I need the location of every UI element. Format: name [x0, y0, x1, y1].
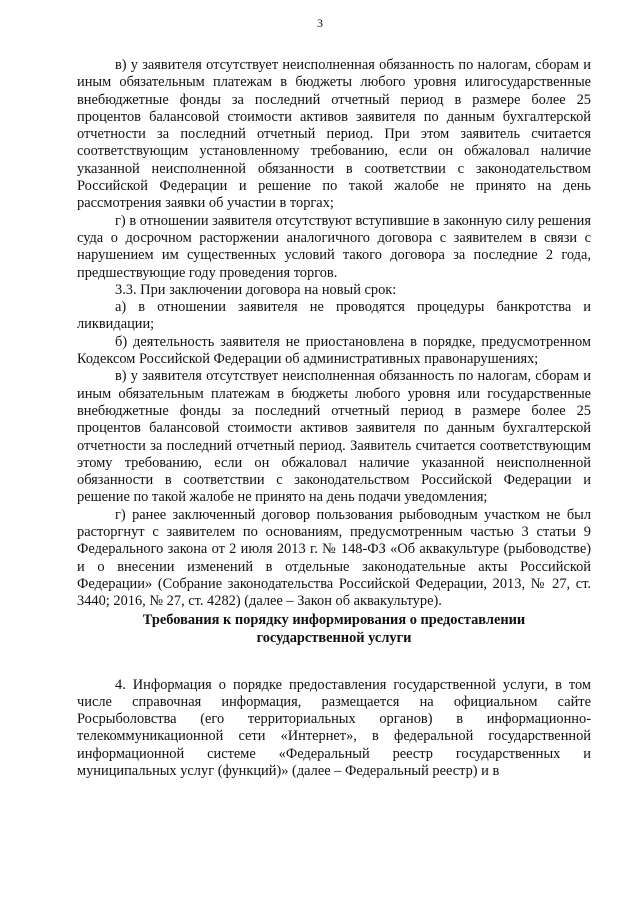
paragraph-3-2-g: г) в отношении заявителя отсутствуют вступившие в законную силу решения суда о досрочном расторжении аналогичного договора с заявителем в связи с нарушением им существенных условий такого договора за последние 2 года, предшествующие году проведения торгов. — [77, 212, 591, 281]
paragraph-3-3: 3.3. При заключении договора на новый срок: — [115, 281, 397, 298]
section-heading-line-1: Требования к порядку информирования о предоставлении — [142, 611, 526, 628]
document-body — [77, 57, 591, 780]
page-number: 3 — [317, 16, 323, 30]
paragraph-3-3-a: а) в отношении заявителя не проводятся процедуры банкротства и ликвидации; — [77, 299, 591, 333]
paragraph-3-3-v: в) у заявителя отсутствует неисполненная обязанность по налогам, сборам и иным обязательным платежам в бюджеты любого уровня или государственные внебюджетные фонды за последний отчетный период в размере более 25 процентов балансовой стоимости активов заявителя по данным бухгалтерской отчетности за последний отчетный период. Заявитель считается соответствующим этому требованию, если он обжаловал наличие указанной неисполненной обязанности в соответствии с законодательством Российской Федерации и решение по такой жалобе не принято на день подачи уведомления; — [77, 368, 591, 506]
paragraph-3-2-v: в) у заявителя отсутствует неисполненная обязанность по налогам, сборам и иным обязательным платежам в бюджеты любого уровня илигосударственные внебюджетные фонды за последний отчетный период в размере более 25 процентов балансовой стоимости активов заявителя по данным бухгалтерской отчетности за последний отчетный период. При этом заявитель считается соответствующим установленному требованию, если он обжаловал наличие указанной неисполненной обязанности в соответствии с законодательством Российской Федерации и решение по такой жалобе не принято на день рассмотрения заявки об участии в торгах; — [77, 57, 591, 212]
section-heading — [77, 611, 591, 647]
paragraph-4: 4. Информация о порядке предоставления государственной услуги, в том числе справочная информация, размещается на официальном сайте Росрыболовства (его территориальных органов) в информационно-телекоммуникационной сети «Интернет», в федеральной государственной информационной системе «Федеральный реестр государственных и муниципальных услуг (функций)» (далее – Федеральный реестр) и в — [77, 676, 591, 779]
paragraph-3-3-g: г) ранее заключенный договор пользования рыбоводным участком не был расторгнут с заявителем по основаниям, предусмотренным частью 3 статьи 9 Федерального закона от 2 июля 2013 г. № 148-ФЗ «Об аквакультуре (рыбоводстве) и о внесении изменений в отдельные законодательные акты Российской Федерации» (Собрание законодательства Российской Федерации, 2013, № 27, ст. 3440; 2016, № 27, ст. 4282) (далее – Закон об аквакультуре). — [77, 506, 591, 610]
paragraph-3-3-b: б) деятельность заявителя не приостановлена в порядке, предусмотренном Кодексом Российской Федерации об административных правонарушениях; — [77, 333, 591, 368]
section-heading-line-2: государственной услуги — [256, 629, 412, 646]
